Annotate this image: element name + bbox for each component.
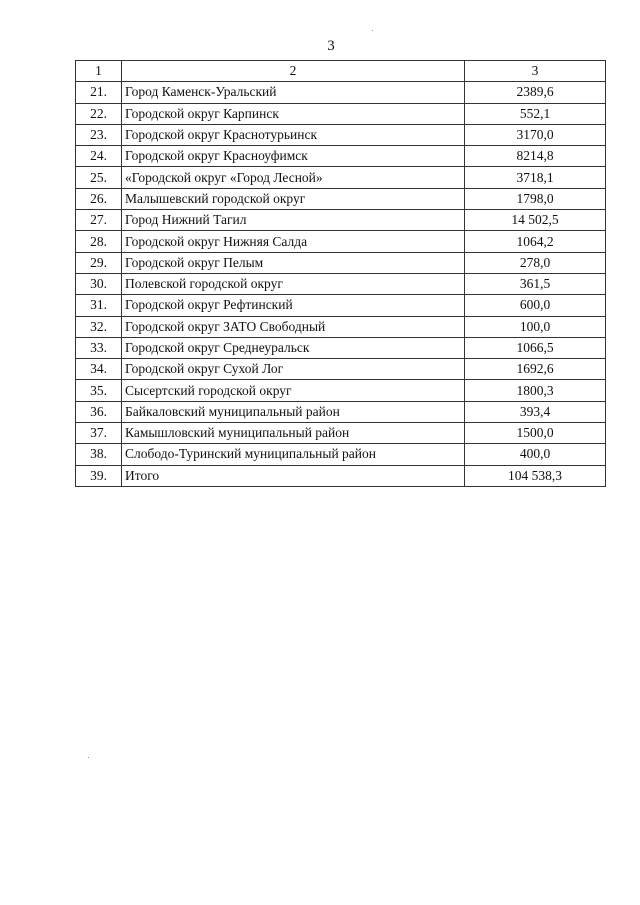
row-name: Городской округ Карпинск bbox=[122, 103, 465, 124]
row-number: 34. bbox=[76, 359, 122, 380]
row-number: 24. bbox=[76, 146, 122, 167]
row-value: 1064,2 bbox=[465, 231, 606, 252]
row-name: Байкаловский муниципальный район bbox=[122, 401, 465, 422]
row-name: Итого bbox=[122, 465, 465, 486]
row-name: Городской округ Среднеуральск bbox=[122, 337, 465, 358]
table-row bbox=[76, 231, 606, 252]
row-number: 25. bbox=[76, 167, 122, 188]
table-row bbox=[76, 316, 606, 337]
table-row bbox=[76, 295, 606, 316]
row-value: 104 538,3 bbox=[465, 465, 606, 486]
row-number: 31. bbox=[76, 295, 122, 316]
row-name: Городской округ Нижняя Салда bbox=[122, 231, 465, 252]
column-header-1: 1 bbox=[76, 61, 122, 82]
table-row bbox=[76, 465, 606, 486]
row-number: 36. bbox=[76, 401, 122, 422]
row-number: 23. bbox=[76, 124, 122, 145]
row-value: 278,0 bbox=[465, 252, 606, 273]
row-number: 21. bbox=[76, 82, 122, 103]
table-row bbox=[76, 252, 606, 273]
table-row bbox=[76, 103, 606, 124]
row-name: Городской округ ЗАТО Свободный bbox=[122, 316, 465, 337]
table-row bbox=[76, 401, 606, 422]
table-row bbox=[76, 380, 606, 401]
row-name: Городской округ Красноуфимск bbox=[122, 146, 465, 167]
row-name: Полевской городской округ bbox=[122, 273, 465, 294]
row-name: Город Каменск-Уральский bbox=[122, 82, 465, 103]
row-value: 400,0 bbox=[465, 444, 606, 465]
row-number: 38. bbox=[76, 444, 122, 465]
table-row bbox=[76, 124, 606, 145]
row-number: 37. bbox=[76, 423, 122, 444]
row-name: Камышловский муниципальный район bbox=[122, 423, 465, 444]
row-number: 39. bbox=[76, 465, 122, 486]
column-header-2: 2 bbox=[122, 61, 465, 82]
row-value: 1692,6 bbox=[465, 359, 606, 380]
row-name: Городской округ Рефтинский bbox=[122, 295, 465, 316]
row-number: 33. bbox=[76, 337, 122, 358]
row-number: 35. bbox=[76, 380, 122, 401]
table-row bbox=[76, 188, 606, 209]
row-value: 1500,0 bbox=[465, 423, 606, 444]
row-number: 30. bbox=[76, 273, 122, 294]
table-row bbox=[76, 82, 606, 103]
row-name: Слободо-Туринский муниципальный район bbox=[122, 444, 465, 465]
row-number: 32. bbox=[76, 316, 122, 337]
row-number: 28. bbox=[76, 231, 122, 252]
row-value: 1798,0 bbox=[465, 188, 606, 209]
table-row bbox=[76, 444, 606, 465]
table-row bbox=[76, 210, 606, 231]
page-number: 3 bbox=[327, 38, 335, 54]
table-row bbox=[76, 146, 606, 167]
row-value: 361,5 bbox=[465, 273, 606, 294]
row-number: 27. bbox=[76, 210, 122, 231]
table-row bbox=[76, 359, 606, 380]
table-row bbox=[76, 337, 606, 358]
row-value: 2389,6 bbox=[465, 82, 606, 103]
table-row bbox=[76, 273, 606, 294]
scan-speck bbox=[372, 30, 373, 31]
row-value: 1066,5 bbox=[465, 337, 606, 358]
row-name: Малышевский городской округ bbox=[122, 188, 465, 209]
row-value: 3170,0 bbox=[465, 124, 606, 145]
allocation-table bbox=[75, 60, 606, 487]
row-name: Город Нижний Тагил bbox=[122, 210, 465, 231]
row-number: 22. bbox=[76, 103, 122, 124]
row-name: Сысертский городской округ bbox=[122, 380, 465, 401]
table-row bbox=[76, 423, 606, 444]
table-row bbox=[76, 167, 606, 188]
row-number: 29. bbox=[76, 252, 122, 273]
row-value: 393,4 bbox=[465, 401, 606, 422]
row-value: 3718,1 bbox=[465, 167, 606, 188]
row-value: 552,1 bbox=[465, 103, 606, 124]
row-value: 600,0 bbox=[465, 295, 606, 316]
row-value: 100,0 bbox=[465, 316, 606, 337]
row-value: 8214,8 bbox=[465, 146, 606, 167]
row-name: Городской округ Сухой Лог bbox=[122, 359, 465, 380]
column-header-3: 3 bbox=[465, 61, 606, 82]
table-header-row bbox=[76, 61, 606, 82]
row-name: «Городской округ «Город Лесной» bbox=[122, 167, 465, 188]
row-name: Городской округ Пелым bbox=[122, 252, 465, 273]
row-value: 14 502,5 bbox=[465, 210, 606, 231]
scan-speck bbox=[88, 757, 89, 758]
row-name: Городской округ Краснотурьинск bbox=[122, 124, 465, 145]
table-body bbox=[76, 61, 606, 487]
row-number: 26. bbox=[76, 188, 122, 209]
row-value: 1800,3 bbox=[465, 380, 606, 401]
